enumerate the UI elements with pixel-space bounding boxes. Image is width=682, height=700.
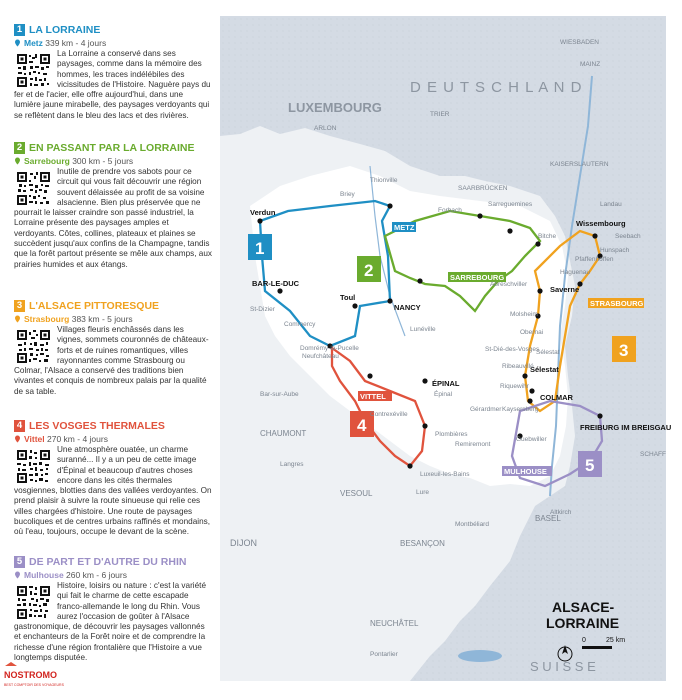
circuit-description: Une atmosphère ouatée, un charme suranné... Il y a un peu de cette image d'Épinal et beaucoup d'autres choses encore dans les cités thermales vosgiennes, blotties dans des vallées verdoyantes. On prend plaisir à suivre la route sinueuse qui relie ces villes chargées d'histoire. Une route de paysages bucoliques et de centres urbains raffinés et mondains, où l'eau, toujours, occupe le devant de la scène. <box>14 445 212 537</box>
qr-code-icon[interactable] <box>16 53 51 88</box>
country-label-switzerland: S U I S S E <box>530 659 596 674</box>
map-label: Langres <box>280 461 304 468</box>
map-label: Riquewihr <box>500 383 529 390</box>
map-label: Commercy <box>284 321 316 328</box>
qr-code-icon[interactable] <box>16 585 51 620</box>
map-label: Kaysersberg <box>502 406 539 413</box>
circuit-5-marker-label: 5 <box>585 456 595 475</box>
city-label-selestat: Sélestat <box>530 365 559 374</box>
map-label: DIJON <box>230 538 257 548</box>
logo-name: NOSTROMO <box>4 670 57 680</box>
circuit-title: DE PART ET D'AUTRE DU RHIN <box>29 556 187 568</box>
city-label-toul: Toul <box>340 293 356 302</box>
lake <box>458 650 502 662</box>
country-label-luxembourg: LUXEMBOURG <box>288 100 382 115</box>
region-map[interactable] <box>220 16 672 681</box>
map-label: CHAUMONT <box>260 429 307 438</box>
map-label: WIESBADEN <box>560 39 600 46</box>
city-label-bar-le-duc: BAR-LE-DUC <box>252 279 300 288</box>
circuit-title: L'ALSACE PITTORESQUE <box>29 300 160 312</box>
city-label-saverne: Saverne <box>550 285 580 294</box>
map-label: Pfaffenhoffen <box>575 256 614 263</box>
nostromo-logo <box>3 662 64 692</box>
map-label: Altkirch <box>550 509 572 516</box>
map-label: Bitche <box>538 233 557 240</box>
circuit-list <box>0 0 212 700</box>
circuit-description: Villages fleuris enchâssés dans les vignes, sommets couronnés de châteaux-forts et de ruines romantiques, villes rayonnantes comme Strasbourg ou Colmar, l'Alsace a conservé des traditions bien vivantes et conquis de nombreux palais par la qualité de sa table. <box>14 325 209 396</box>
city-label-colmar: COLMAR <box>540 393 573 402</box>
circuit-3-section <box>14 300 212 397</box>
map-label: St-Dizier <box>250 306 275 313</box>
circuit-distance: 383 km - 5 jours <box>71 314 133 324</box>
circuit-title: LA LORRAINE <box>29 24 101 36</box>
circuit-distance: 260 km - 6 jours <box>66 570 127 580</box>
map-label: Plombières <box>435 431 468 438</box>
map-label: Bar-sur-Aube <box>260 391 299 398</box>
map-label: St-Dié-des-Vosges <box>485 346 540 353</box>
map-label: Seebach <box>615 233 641 240</box>
start-city-metz: METZ <box>394 223 415 232</box>
start-city-strasbourg: STRASBOURG <box>590 299 644 308</box>
map-label: Sarreguemines <box>488 201 533 208</box>
logo-tagline: BEST COMPTOIR DES VOYAGEURS <box>4 683 64 687</box>
circuit-city: Strasbourg <box>24 314 70 324</box>
scale-label-zero: 0 <box>582 637 586 644</box>
circuit-distance: 270 km - 4 jours <box>47 434 108 444</box>
circuit-4-section <box>14 420 212 538</box>
circuit-title: LES VOSGES THERMALES <box>29 420 165 432</box>
qr-code-icon[interactable] <box>16 449 51 484</box>
circuit-number-badge: 1 <box>14 24 25 36</box>
location-pin-icon <box>14 435 21 443</box>
map-label: Guebwiller <box>516 436 547 443</box>
map-title-line1: ALSACE- <box>552 599 615 615</box>
city-label-nancy: NANCY <box>394 303 421 312</box>
map-label: Hunspach <box>600 247 630 254</box>
map-label: NEUCHÂTEL <box>370 619 419 628</box>
circuit-2-section <box>14 142 212 270</box>
location-pin-icon <box>14 39 21 47</box>
city-label-freiburg: FREIBURG IM BREISGAU <box>580 423 672 432</box>
qr-code-icon[interactable] <box>16 171 51 206</box>
map-label: SAARBRÜCKEN <box>458 185 508 192</box>
map-label: Lunéville <box>410 326 436 333</box>
circuit-description: Histoire, loisirs ou nature : c'est la variété qui fait le charme de cette escapade franco-allemande le long du Rhin. Vous aurez l'occasion de goûter à l'Alsace gastronomique, de découvrir les paysages vallonnés et enchanteurs de la Forêt noire et de comprendre la richesse d'une région frontalière que l'Histoire a vue longtemps disputée. <box>14 581 206 663</box>
circuit-5-section <box>14 556 212 663</box>
circuit-2-marker-label: 2 <box>364 261 374 280</box>
map-label: Lure <box>416 489 430 496</box>
circuit-number-badge: 4 <box>14 420 25 432</box>
location-pin-icon <box>14 315 21 323</box>
circuit-number-badge: 3 <box>14 300 25 312</box>
map-label: Épinal <box>434 391 453 398</box>
map-canvas <box>220 16 672 681</box>
circuit-city: Vittel <box>24 434 45 444</box>
circuit-1-marker-label: 1 <box>255 239 265 258</box>
map-label: Landau <box>600 201 622 208</box>
map-label: Molsheim <box>510 311 538 318</box>
map-label: Pontarlier <box>370 651 398 658</box>
scale-label-25km: 25 km <box>606 637 626 644</box>
map-label: Montbéliard <box>455 521 489 528</box>
map-label: VESOUL <box>340 489 373 498</box>
map-label: BASEL <box>535 514 561 523</box>
map-label: KAISERSLAUTERN <box>550 161 609 168</box>
map-label: Sélestat <box>536 349 560 356</box>
city-label-epinal: ÉPINAL <box>432 379 460 388</box>
start-city-sarrebourg: SARREBOURG <box>450 273 505 282</box>
city-label-verdun: Verdun <box>250 208 276 217</box>
map-label: SCHAFF <box>640 451 666 458</box>
circuit-4-marker-label: 4 <box>357 416 367 435</box>
map-label: Abreschviller <box>490 281 528 288</box>
start-city-vittel: VITTEL <box>360 392 386 401</box>
map-label: Contrexéville <box>370 411 408 418</box>
map-label: Briey <box>340 191 355 198</box>
location-pin-icon <box>14 571 21 579</box>
circuit-city: Metz <box>24 38 43 48</box>
map-label: Gérardmer <box>470 406 502 413</box>
circuit-3-marker-label: 3 <box>619 341 629 360</box>
circuit-city: Mulhouse <box>24 570 64 580</box>
map-label: Haguenau <box>560 269 590 276</box>
map-label: MAINZ <box>580 61 601 68</box>
map-label: Forbach <box>438 207 462 214</box>
map-label: Ribeauvillé <box>502 363 534 370</box>
circuit-description: La Lorraine a conservé dans ses paysages, comme dans la mémoire des hommes, les traces indélébiles des vicissitudes de l'Histoire. Naguère pays du fer et de l'acier, elle offre aujourd'hui, dans une lumière jaune mirabelle, des paysages verdoyants qui se reflètent dans le bleu des lacs et des rivières. <box>14 49 211 120</box>
circuit-number-badge: 2 <box>14 142 25 154</box>
country-label-germany: D E U T S C H L A N D <box>410 79 583 96</box>
circuit-description: Inutile de prendre vos sabots pour ce circuit qui vous fait découvrir une région souvent délaissée au profit de sa voisine alsacienne. Bien plus préservée que ne pourrait le laisser craindre son passé industriel, la Lorraine présente des paysages amples et verdoyants. Côtes, collines, plateaux et plaines se succèdent jusqu'aux confins de la Champagne, tandis que la forêt partout présente se mêle aux champs, aux prairies humides et aux étangs. <box>14 167 212 269</box>
map-label: BESANÇON <box>400 539 445 548</box>
map-label: TRIER <box>430 111 450 118</box>
map-label: Thionville <box>370 177 398 184</box>
map-title-line2: LORRAINE <box>546 615 620 631</box>
map-label: Remiremont <box>455 441 491 448</box>
city-label-wissembourg: Wissembourg <box>576 219 626 228</box>
qr-code-icon[interactable] <box>16 329 51 364</box>
map-label: Domrémy-la-Pucelle <box>300 345 359 352</box>
map-label: Obernai <box>520 329 544 336</box>
circuit-distance: 300 km - 5 jours <box>72 156 134 166</box>
circuit-distance: 339 km - 4 jours <box>45 38 107 48</box>
map-label: Luxeuil-les-Bains <box>420 471 470 478</box>
circuit-title: EN PASSANT PAR LA LORRAINE <box>29 142 195 154</box>
circuit-number-badge: 5 <box>14 556 25 568</box>
location-pin-icon <box>14 157 21 165</box>
start-city-mulhouse: MULHOUSE <box>504 467 547 476</box>
circuit-1-section <box>14 24 212 121</box>
circuit-city: Sarrebourg <box>24 156 70 166</box>
map-label: ARLON <box>314 125 337 132</box>
map-label: Neufchâteau <box>302 353 339 360</box>
